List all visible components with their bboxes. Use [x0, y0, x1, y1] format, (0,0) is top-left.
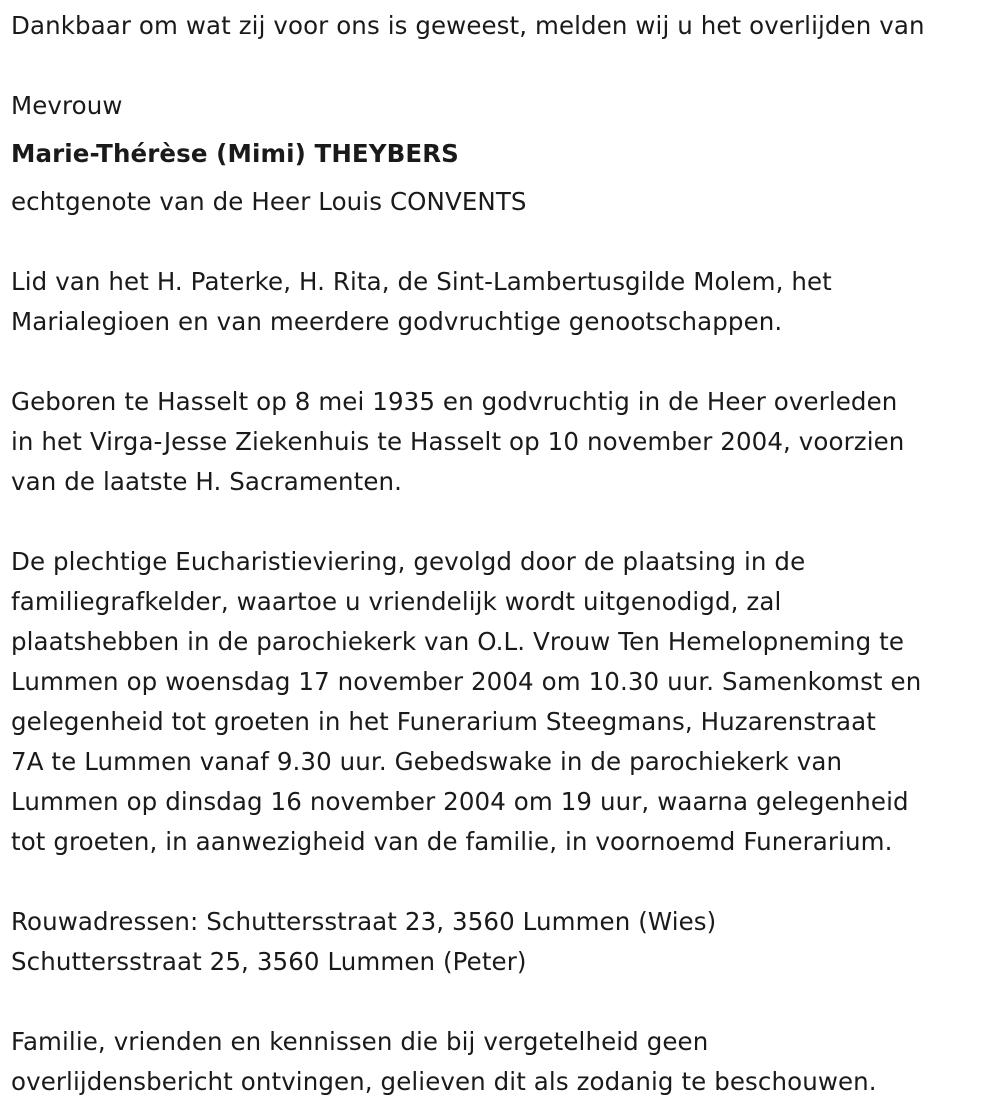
- birth-death-line-1: Geboren te Hasselt op 8 mei 1935 en godvruchtig in de Heer overleden: [11, 387, 898, 416]
- memberships-line-2: Marialegioen en van meerdere godvruchtige genootschappen.: [11, 307, 783, 336]
- closing-line-2: overlijdensbericht ontvingen, gelieven dit als zodanig te beschouwen.: [11, 1067, 877, 1096]
- ceremony-line-1: De plechtige Eucharistieviering, gevolgd door de plaatsing in de: [11, 547, 806, 576]
- memberships-line-1: Lid van het H. Paterke, H. Rita, de Sint-Lambertusgilde Molem, het: [11, 267, 832, 296]
- ceremony-line-6: 7A te Lummen vanaf 9.30 uur. Gebedswake in de parochiekerk van: [11, 747, 843, 776]
- deceased-name: Marie-Thérèse (Mimi) THEYBERS: [11, 139, 459, 168]
- birth-death-line-3: van de laatste H. Sacramenten.: [11, 467, 403, 496]
- intro-text: Dankbaar om wat zij voor ons is geweest, melden wij u het overlijden van: [11, 11, 925, 40]
- ceremony-line-8: tot groeten, in aanwezigheid van de familie, in voornoemd Funerarium.: [11, 827, 893, 856]
- honorific: Mevrouw: [11, 91, 123, 120]
- address-line-2: Schuttersstraat 25, 3560 Lummen (Peter): [11, 947, 527, 976]
- spouse-line: echtgenote van de Heer Louis CONVENTS: [11, 187, 527, 216]
- ceremony-line-2: familiegrafkelder, waartoe u vriendelijk wordt uitgenodigd, zal: [11, 587, 782, 616]
- ceremony-line-4: Lummen op woensdag 17 november 2004 om 10.30 uur. Samenkomst en: [11, 667, 922, 696]
- birth-death-line-2: in het Virga-Jesse Ziekenhuis te Hasselt op 10 november 2004, voorzien: [11, 427, 905, 456]
- address-line-1: Rouwadressen: Schuttersstraat 23, 3560 Lummen (Wies): [11, 907, 717, 936]
- ceremony-line-5: gelegenheid tot groeten in het Funerarium Steegmans, Huzarenstraat: [11, 707, 876, 736]
- closing-line-1: Familie, vrienden en kennissen die bij vergetelheid geen: [11, 1027, 709, 1056]
- ceremony-line-3: plaatshebben in de parochiekerk van O.L. Vrouw Ten Hemelopneming te: [11, 627, 905, 656]
- ceremony-line-7: Lummen op dinsdag 16 november 2004 om 19 uur, waarna gelegenheid: [11, 787, 909, 816]
